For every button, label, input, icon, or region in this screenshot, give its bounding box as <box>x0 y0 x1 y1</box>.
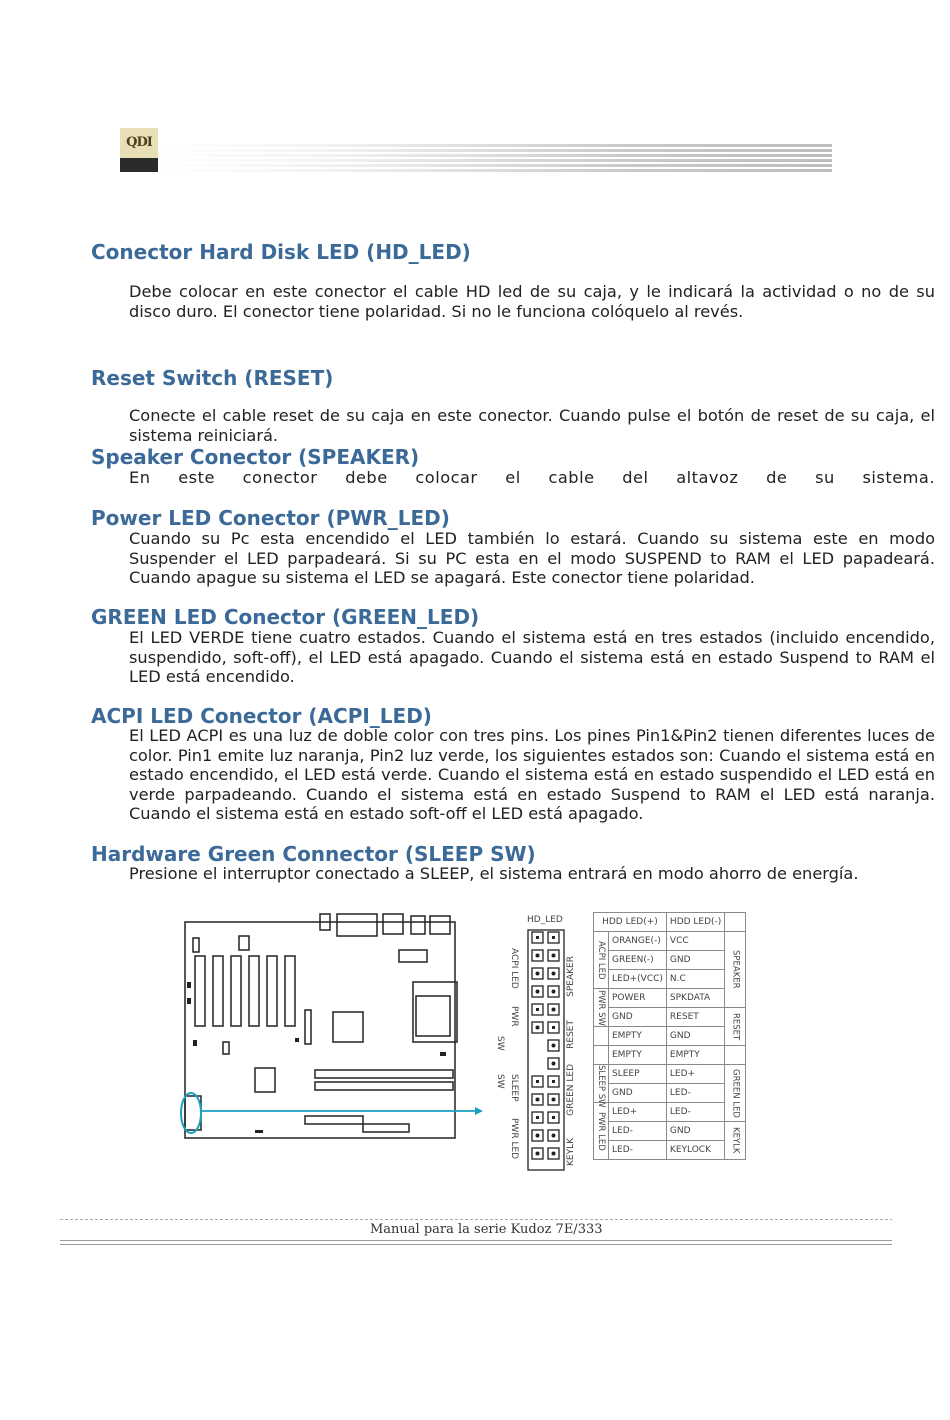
label-sw-1: SW <box>495 1036 505 1051</box>
cell: EMPTY <box>609 1046 667 1065</box>
qdi-logo-text: QDI <box>120 128 158 158</box>
cell: POWER <box>609 989 667 1008</box>
cell: LED- <box>666 1103 724 1122</box>
section-title-green-led: GREEN LED Conector (GREEN_LED) <box>91 605 480 629</box>
section-body-green-led: El LED VERDE tiene cuatro estados. Cuando el sistema está en tres estados (incluido encendido, suspendido, soft-off), el LED está apagado. Cuando el sistema está en estado Suspend to RAM el LED está encendido. <box>129 628 935 686</box>
label-pwr: PWR <box>509 1006 519 1027</box>
header-hdd-led-neg: HDD LED(-) <box>666 913 724 932</box>
label-keylk: KEYLK <box>566 1138 576 1167</box>
cell: GND <box>609 1008 667 1027</box>
cell: KEYLOCK <box>666 1141 724 1160</box>
header-hdd-led-pos: HDD LED(+) <box>594 913 667 932</box>
cell: EMPTY <box>609 1027 667 1046</box>
section-title-sleep-sw: Hardware Green Connector (SLEEP SW) <box>91 842 536 866</box>
header-rule <box>160 144 832 174</box>
group-pwr-sw: PWR SW <box>594 989 609 1027</box>
cell: SLEEP <box>609 1065 667 1084</box>
pinout-table <box>593 912 746 1160</box>
section-body-speaker: En este conector debe colocar el cable del altavoz de su sistema. <box>129 468 935 487</box>
label-sleep: SLEEP <box>509 1074 519 1102</box>
cell: GND <box>609 1084 667 1103</box>
group-acpi-led: ACPI LED <box>594 932 609 989</box>
group-pwr-led: PWR LED <box>594 1103 609 1160</box>
cell: LED- <box>666 1084 724 1103</box>
label-sw-2: SW <box>495 1074 505 1089</box>
group-green-led: GREEN LED <box>725 1065 746 1122</box>
cell: GND <box>666 1122 724 1141</box>
motherboard-diagram <box>175 912 495 1142</box>
section-body-hd-led: Debe colocar en este conector el cable HD led de su caja, y le indicará la actividad o no de su disco duro. El conector tiene polaridad. Si no le funciona colóquelo al revés. <box>129 282 935 321</box>
label-reset: RESET <box>566 1020 576 1049</box>
footer-rule <box>60 1244 892 1245</box>
group-speaker: SPEAKER <box>725 932 746 1008</box>
cell: SPKDATA <box>666 989 724 1008</box>
cell: LED+ <box>666 1065 724 1084</box>
footer-text: Manual para la serie Kudoz 7E/333 <box>370 1222 603 1237</box>
cell: LED- <box>609 1141 667 1160</box>
cell: EMPTY <box>666 1046 724 1065</box>
section-body-reset: Conecte el cable reset de su caja en este conector. Cuando pulse el botón de reset de su caja, el sistema reiniciará. <box>129 406 935 445</box>
cell: LED+ <box>609 1103 667 1122</box>
section-title-acpi-led: ACPI LED Conector (ACPI_LED) <box>91 704 432 728</box>
qdi-logo <box>120 128 158 172</box>
section-body-pwr-led: Cuando su Pc esta encendido el LED también lo estará. Cuando su sistema este en modo Suspender el LED parpadeará. Si su PC esta en el modo SUSPEND to RAM el LED papadeará. Cuando apague su sistema el LED se apagará. Este conector tiene polaridad. <box>129 529 935 587</box>
cell: GND <box>666 951 724 970</box>
cell: RESET <box>666 1008 724 1027</box>
footer-rule <box>60 1240 892 1241</box>
cell: VCC <box>666 932 724 951</box>
group-reset: RESET <box>725 1008 746 1046</box>
section-body-sleep-sw: Presione el interruptor conectado a SLEEP, el sistema entrará en modo ahorro de energía. <box>129 864 859 883</box>
section-body-acpi-led: El LED ACPI es una luz de doble color con tres pins. Los pines Pin1&Pin2 tienen diferentes luces de color. Pin1 emite luz naranja, Pin2 luz verde, los siguientes estados son: Cuando el sistema está en estado encendido, el LED está verde. Cuando el sistema está en estado suspendido el LED está en verde parpadeando. Cuando el sistema está en estado Suspend to RAM el LED está naranja. Cuando el sistema está en estado soft-off el LED está apagado. <box>129 726 935 823</box>
cell: N.C <box>666 970 724 989</box>
section-title-speaker: Speaker Conector (SPEAKER) <box>91 445 420 469</box>
group-sleep-sw: SLEEP SW <box>594 1065 609 1103</box>
cell: GND <box>666 1027 724 1046</box>
section-title-reset: Reset Switch (RESET) <box>91 366 334 390</box>
section-title-pwr-led: Power LED Conector (PWR_LED) <box>91 506 450 530</box>
cell: LED- <box>609 1122 667 1141</box>
cell: LED+(VCC) <box>609 970 667 989</box>
hd-led-label: HD_LED <box>527 915 563 925</box>
cell: ORANGE(-) <box>609 932 667 951</box>
group-keylk: KEYLK <box>725 1122 746 1160</box>
section-title-hd-led: Conector Hard Disk LED (HD_LED) <box>91 240 471 264</box>
cell: GREEN(-) <box>609 951 667 970</box>
label-green-led: GREEN LED <box>566 1064 576 1116</box>
label-speaker: SPEAKER <box>566 956 576 997</box>
label-pwr-led: PWR LED <box>509 1118 519 1160</box>
label-acpi-led: ACPI LED <box>509 948 519 989</box>
footer-rule <box>60 1219 892 1220</box>
